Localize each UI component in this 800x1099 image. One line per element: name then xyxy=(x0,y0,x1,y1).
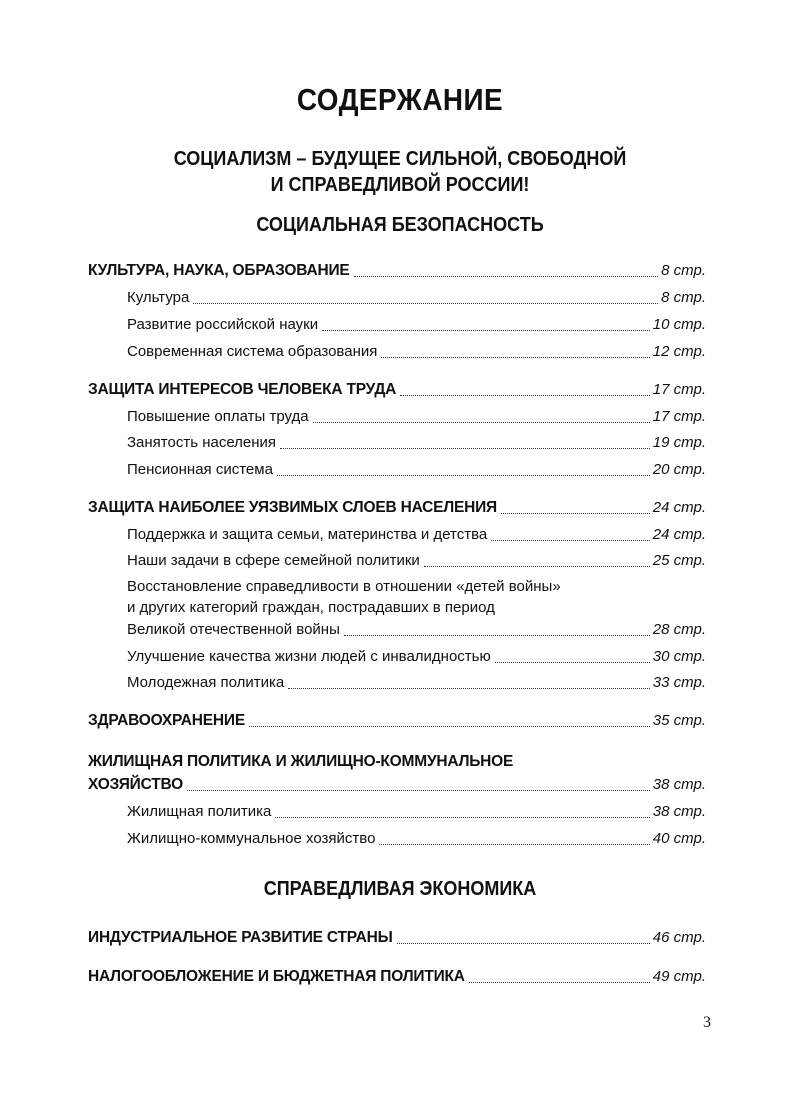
toc-entry-page: 30 стр. xyxy=(652,648,706,665)
dot-leader xyxy=(400,394,650,396)
dot-leader xyxy=(379,843,649,845)
dot-leader xyxy=(381,356,649,358)
dot-leader xyxy=(495,661,650,663)
dot-leader xyxy=(424,565,650,567)
section-heading-fair-economy: СПРАВЕДЛИВАЯ ЭКОНОМИКА xyxy=(263,878,537,900)
page-title: СОДЕРЖАНИЕ xyxy=(296,82,504,117)
toc-entry-healthcare[interactable] xyxy=(88,708,706,730)
toc-entry-labor-protection[interactable] xyxy=(88,377,706,399)
toc-entry-label: Современная система образования xyxy=(127,343,378,360)
dot-leader xyxy=(501,512,650,514)
toc-entry-education[interactable] xyxy=(127,339,706,361)
toc-entry-label: ХОЗЯЙСТВО xyxy=(88,776,183,793)
toc-entry-label: Молодежная политика xyxy=(127,674,285,691)
toc-entry-culture[interactable] xyxy=(127,285,706,307)
toc-entry-page: 10 стр. xyxy=(652,316,706,333)
dot-leader xyxy=(344,634,650,636)
toc-entry-page: 35 стр. xyxy=(652,712,706,729)
toc-entry-page: 19 стр. xyxy=(652,434,706,451)
toc-entry-page: 17 стр. xyxy=(652,381,706,398)
toc-entry-label: ЗАЩИТА ИНТЕРЕСОВ ЧЕЛОВЕКА ТРУДА xyxy=(88,381,397,398)
toc-entry-page: 33 стр. xyxy=(652,674,706,691)
toc-entry-label: Улучшение качества жизни людей с инвалидностью xyxy=(127,648,491,665)
toc-entry-label: ИНДУСТРИАЛЬНОЕ РАЗВИТИЕ СТРАНЫ xyxy=(88,929,393,946)
toc-entry-label: Жилищно-коммунальное хозяйство xyxy=(127,830,376,847)
toc-entry-war-children[interactable] xyxy=(127,617,706,639)
toc-entry-page: 25 стр. xyxy=(652,552,706,569)
toc-entry-page: 38 стр. xyxy=(652,776,706,793)
toc-entry-page: 28 стр. xyxy=(652,621,706,638)
toc-entry-label: Культура xyxy=(127,289,190,306)
dot-leader xyxy=(275,816,649,818)
toc-entry-industrial-development[interactable] xyxy=(88,925,706,947)
toc-entry-page: 17 стр. xyxy=(652,408,706,425)
dot-leader xyxy=(277,474,650,476)
dot-leader xyxy=(193,302,658,304)
subtitle-line-2: И СПРАВЕДЛИВОЙ РОССИИ! xyxy=(270,174,530,196)
toc-entry-pensions[interactable] xyxy=(127,457,706,479)
toc-entry-taxation-budget[interactable] xyxy=(88,964,706,986)
dot-leader xyxy=(354,275,659,277)
toc-entry-utilities[interactable] xyxy=(127,826,706,848)
toc-entry-page: 12 стр. xyxy=(652,343,706,360)
toc-entry-label: Поддержка и защита семьи, материнства и детства xyxy=(127,526,488,543)
toc-entry-continuation-line: и других категорий граждан, пострадавших в период xyxy=(127,599,495,616)
toc-entry-continuation-line: Восстановление справедливости в отношении «детей войны» xyxy=(127,578,561,595)
toc-entry-label: Наши задачи в сфере семейной политики xyxy=(127,552,420,569)
toc-entry-housing-utilities[interactable] xyxy=(88,772,706,794)
page-number: 3 xyxy=(703,1014,711,1031)
toc-entry-label: Пенсионная система xyxy=(127,461,273,478)
toc-entry-housing-policy[interactable] xyxy=(127,799,706,821)
toc-entry-label: Великой отечественной войны xyxy=(127,621,340,638)
toc-entry-page: 24 стр. xyxy=(652,526,706,543)
toc-entry-family-support[interactable] xyxy=(127,522,706,544)
toc-entry-employment[interactable] xyxy=(127,430,706,452)
toc-entry-label: Повышение оплаты труда xyxy=(127,408,309,425)
toc-entry-label: НАЛОГООБЛОЖЕНИЕ И БЮДЖЕТНАЯ ПОЛИТИКА xyxy=(88,968,465,985)
toc-entry-page: 46 стр. xyxy=(652,929,706,946)
toc-entry-label: ЗДРАВООХРАНЕНИЕ xyxy=(88,712,245,729)
dot-leader xyxy=(491,539,650,541)
dot-leader xyxy=(322,329,650,331)
toc-entry-page: 20 стр. xyxy=(652,461,706,478)
dot-leader xyxy=(397,942,650,944)
section-heading-social-security: СОЦИАЛЬНАЯ БЕЗОПАСНОСТЬ xyxy=(256,214,544,236)
toc-entry-page: 24 стр. xyxy=(652,499,706,516)
toc-entry-culture-science-education[interactable] xyxy=(88,258,706,280)
toc-entry-page: 8 стр. xyxy=(661,289,706,306)
toc-entry-continuation-line: ЖИЛИЩНАЯ ПОЛИТИКА И ЖИЛИЩНО-КОММУНАЛЬНОЕ xyxy=(88,753,514,770)
toc-entry-science[interactable] xyxy=(127,312,706,334)
dot-leader xyxy=(187,789,650,791)
toc-entry-label: КУЛЬТУРА, НАУКА, ОБРАЗОВАНИЕ xyxy=(88,262,350,279)
toc-entry-label: ЗАЩИТА НАИБОЛЕЕ УЯЗВИМЫХ СЛОЕВ НАСЕЛЕНИЯ xyxy=(88,499,498,516)
toc-entry-label: Жилищная политика xyxy=(127,803,272,820)
toc-entry-page: 8 стр. xyxy=(661,262,706,279)
dot-leader xyxy=(313,421,650,423)
toc-entry-vulnerable-groups[interactable] xyxy=(88,495,706,517)
dot-leader xyxy=(288,687,650,689)
toc-entry-disability[interactable] xyxy=(127,644,706,666)
toc-entry-page: 38 стр. xyxy=(652,803,706,820)
toc-entry-family-policy[interactable] xyxy=(127,548,706,570)
toc-entry-label: Занятость населения xyxy=(127,434,277,451)
toc-entry-youth-policy[interactable] xyxy=(127,670,706,692)
toc-entry-label: Развитие российской науки xyxy=(127,316,319,333)
toc-entry-page: 40 стр. xyxy=(652,830,706,847)
dot-leader xyxy=(469,981,650,983)
toc-entry-page: 49 стр. xyxy=(652,968,706,985)
document-subtitle xyxy=(40,146,760,198)
toc-entry-wages[interactable] xyxy=(127,404,706,426)
subtitle-line-1: СОЦИАЛИЗМ – БУДУЩЕЕ СИЛЬНОЙ, СВОБОДНОЙ xyxy=(173,148,627,170)
dot-leader xyxy=(249,725,650,727)
dot-leader xyxy=(280,447,650,449)
